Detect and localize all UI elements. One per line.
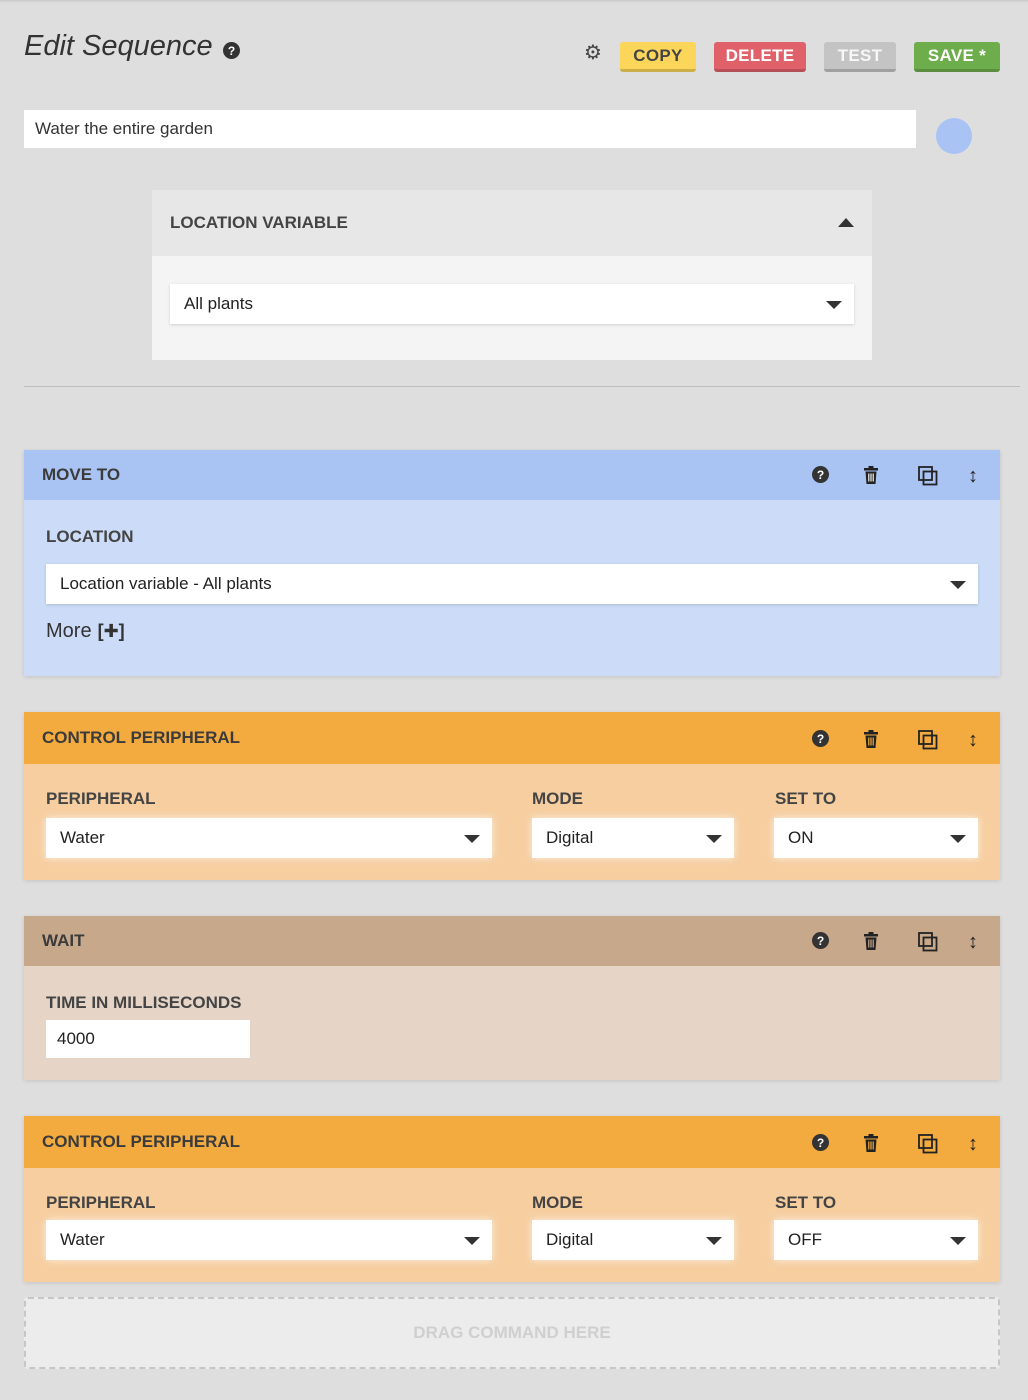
mode-select[interactable] <box>532 818 734 858</box>
set-to-label: SET TO <box>775 1193 837 1212</box>
mode-value: Digital <box>546 828 594 847</box>
color-picker-dot[interactable] <box>936 118 972 154</box>
step-actions <box>812 1134 982 1154</box>
location-select[interactable] <box>46 564 978 604</box>
chevron-down-icon <box>950 835 966 843</box>
chevron-down-icon <box>950 581 966 589</box>
step-control-peripheral <box>24 712 1000 880</box>
location-variable-heading: LOCATION VARIABLE <box>170 213 348 232</box>
chevron-down-icon <box>464 1237 480 1245</box>
set-to-select[interactable] <box>774 1220 978 1260</box>
peripheral-label: PERIPHERAL <box>46 1193 156 1212</box>
help-icon[interactable]: ? <box>223 42 240 59</box>
help-icon[interactable]: ? <box>812 730 829 747</box>
set-to-value: OFF <box>788 1230 822 1249</box>
move-vertical-icon[interactable]: ↕ <box>968 729 978 751</box>
peripheral-value: Water <box>60 828 105 847</box>
duplicate-icon[interactable] <box>918 1134 938 1154</box>
chevron-down-icon <box>464 835 480 843</box>
step-title: MOVE TO <box>42 465 121 484</box>
move-vertical-icon[interactable]: ↕ <box>968 1133 978 1155</box>
step-actions <box>812 466 982 486</box>
time-value: 4000 <box>57 1029 95 1048</box>
duplicate-icon[interactable] <box>918 932 938 952</box>
step-wait <box>24 916 1000 1080</box>
step-header[interactable] <box>24 450 1000 500</box>
mode-label: MODE <box>532 789 583 808</box>
drop-zone-label: DRAG COMMAND HERE <box>413 1323 611 1342</box>
set-to-value: ON <box>788 828 814 847</box>
copy-button[interactable]: COPY <box>620 42 696 72</box>
drag-command-drop-zone[interactable] <box>24 1297 1000 1369</box>
trash-icon[interactable] <box>864 466 878 484</box>
move-vertical-icon[interactable]: ↕ <box>968 931 978 953</box>
gear-icon[interactable]: ⚙ <box>584 42 602 64</box>
page-title: Edit Sequence <box>24 30 213 62</box>
trash-icon[interactable] <box>864 730 878 748</box>
step-header[interactable] <box>24 712 1000 764</box>
chevron-down-icon <box>706 835 722 843</box>
mode-label: MODE <box>532 1193 583 1212</box>
duplicate-icon[interactable] <box>918 466 938 486</box>
step-title: CONTROL PERIPHERAL <box>42 728 241 747</box>
step-title: CONTROL PERIPHERAL <box>42 1132 241 1151</box>
top-shadow <box>0 0 1028 3</box>
peripheral-value: Water <box>60 1230 105 1249</box>
location-value: Location variable - All plants <box>60 574 272 593</box>
more-toggle[interactable] <box>46 620 125 643</box>
help-icon[interactable]: ? <box>812 466 829 483</box>
time-input[interactable] <box>46 1020 250 1058</box>
trash-icon[interactable] <box>864 932 878 950</box>
help-icon[interactable]: ? <box>812 1134 829 1151</box>
step-actions <box>812 730 982 750</box>
step-body <box>24 764 1000 880</box>
collapse-caret-icon[interactable] <box>838 218 854 227</box>
step-control-peripheral <box>24 1116 1000 1282</box>
duplicate-icon[interactable] <box>918 730 938 750</box>
more-label: More <box>46 620 92 642</box>
step-header[interactable] <box>24 916 1000 966</box>
location-variable-value: All plants <box>184 294 253 313</box>
chevron-down-icon <box>826 301 842 309</box>
set-to-label: SET TO <box>775 789 837 808</box>
step-move-to <box>24 450 1000 676</box>
set-to-select[interactable] <box>774 818 978 858</box>
peripheral-label: PERIPHERAL <box>46 789 156 808</box>
move-vertical-icon[interactable]: ↕ <box>968 465 978 487</box>
location-variable-select[interactable] <box>170 284 854 324</box>
step-body <box>24 500 1000 676</box>
trash-icon[interactable] <box>864 1134 878 1152</box>
plus-icon: [✚] <box>97 621 125 641</box>
delete-button[interactable]: DELETE <box>714 42 806 72</box>
sequence-name-input[interactable] <box>24 110 916 148</box>
help-icon[interactable]: ? <box>812 932 829 949</box>
chevron-down-icon <box>706 1237 722 1245</box>
step-actions <box>812 932 982 952</box>
test-button[interactable]: TEST <box>824 42 896 72</box>
peripheral-select[interactable] <box>46 818 492 858</box>
divider <box>24 386 1020 387</box>
chevron-down-icon <box>950 1237 966 1245</box>
step-body <box>24 966 1000 1080</box>
mode-select[interactable] <box>532 1220 734 1260</box>
location-variable-header[interactable] <box>152 190 872 256</box>
mode-value: Digital <box>546 1230 594 1249</box>
step-title: WAIT <box>42 931 85 950</box>
location-variable-panel <box>152 190 872 360</box>
step-header[interactable] <box>24 1116 1000 1168</box>
save-button[interactable]: SAVE * <box>914 42 1000 72</box>
location-label: LOCATION <box>46 527 134 546</box>
peripheral-select[interactable] <box>46 1220 492 1260</box>
time-label: TIME IN MILLISECONDS <box>46 993 242 1012</box>
step-body <box>24 1168 1000 1282</box>
